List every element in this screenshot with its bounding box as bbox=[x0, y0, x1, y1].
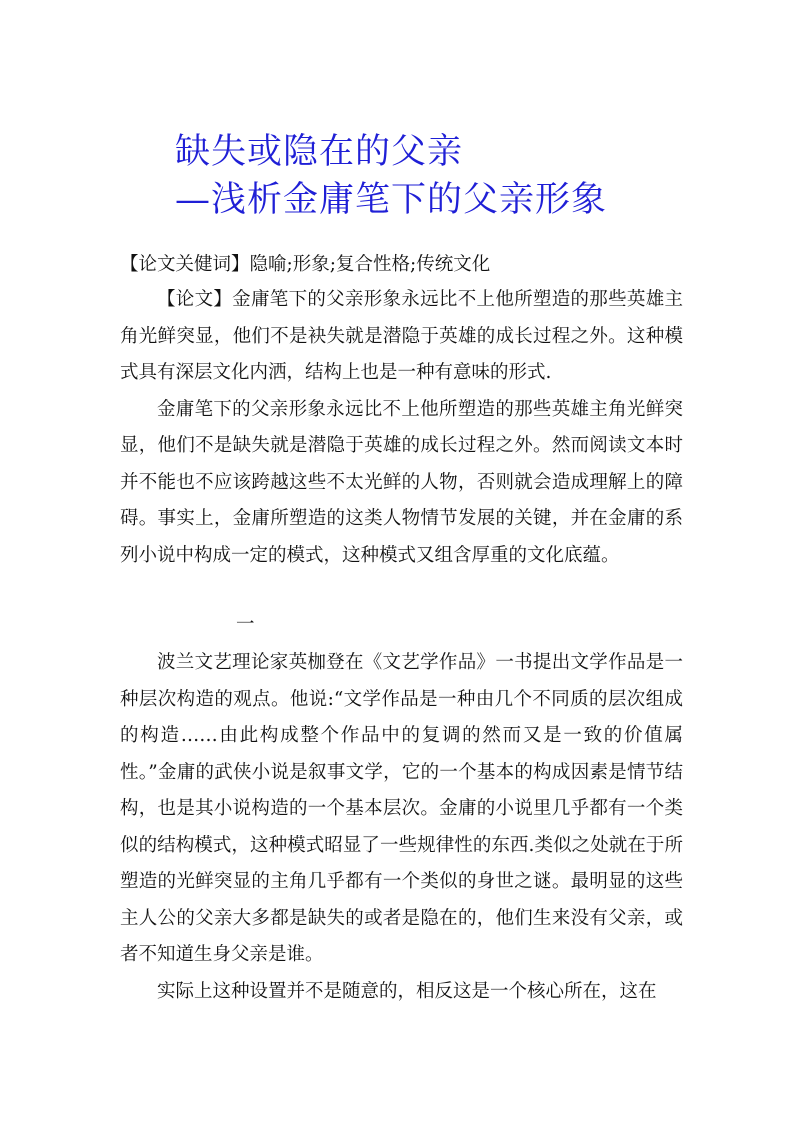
section1-continuation: 实际上这种设置并不是随意的，相反这是一个核心所在，这在 bbox=[157, 980, 657, 1002]
keywords-line: 【论文关健词】隐喻;形象;复合性格;传统文化 bbox=[120, 254, 491, 275]
body-part-2 bbox=[120, 645, 683, 1010]
abstract-paragraph: 【论文】金庸笔下的父亲形象永远比不上他所塑造的那些英雄主角光鲜突显，他们不是袂失就是潜隐于英雄的成长过程之外。这种模式具有深层文化内洒，结构上也是一种有意味的形式. bbox=[120, 289, 683, 383]
title-main: 缺失或隐在的父亲 bbox=[175, 132, 464, 172]
title-subtitle: —浅析金庸笔下的父亲形象 bbox=[175, 180, 608, 220]
body-part-1 bbox=[120, 282, 683, 574]
section1-paragraph: 波兰文艺理论家英枷登在《文艺学作品》一书提出文学作品是一种层次构造的观点。他说:“文学作品是一种由几个不同质的层次组成的构造……由此构成整个作品中的复调的然而又是一致的价值属性。”金庸的武侠小说是叙事文学，它的一个基本的构成因素是情节结构，也是其小说构造的一个基本层次。金庸的小说里几乎都有一个类似的结构模式，这种模式昭显了一些规律性的东西.类似之处就在于所塑造的光鲜突显的主角几乎都有一个类似的身世之谜。最明显的这些主人公的父亲大多都是缺失的或者是隐在的，他们生来没有父亲，或者不知道生身父亲是谁。 bbox=[120, 652, 683, 965]
section-number: 一 bbox=[236, 614, 255, 635]
intro-paragraph: 金庸笔下的父亲形象永远比不上他所塑造的那些英雄主角光鲜突显，他们不是缺失就是潜隐于英雄的成长过程之外。然而阅读文本时并不能也不应该跨越这些不太光鲜的人物，否则就会造成理解上的障碍。事实上，金庸所塑造的这类人物情节发展的关键，并在金庸的系列小说中构成一定的模式，这种模式又组含厚重的文化底蕴。 bbox=[120, 398, 683, 566]
title-block bbox=[175, 128, 735, 224]
